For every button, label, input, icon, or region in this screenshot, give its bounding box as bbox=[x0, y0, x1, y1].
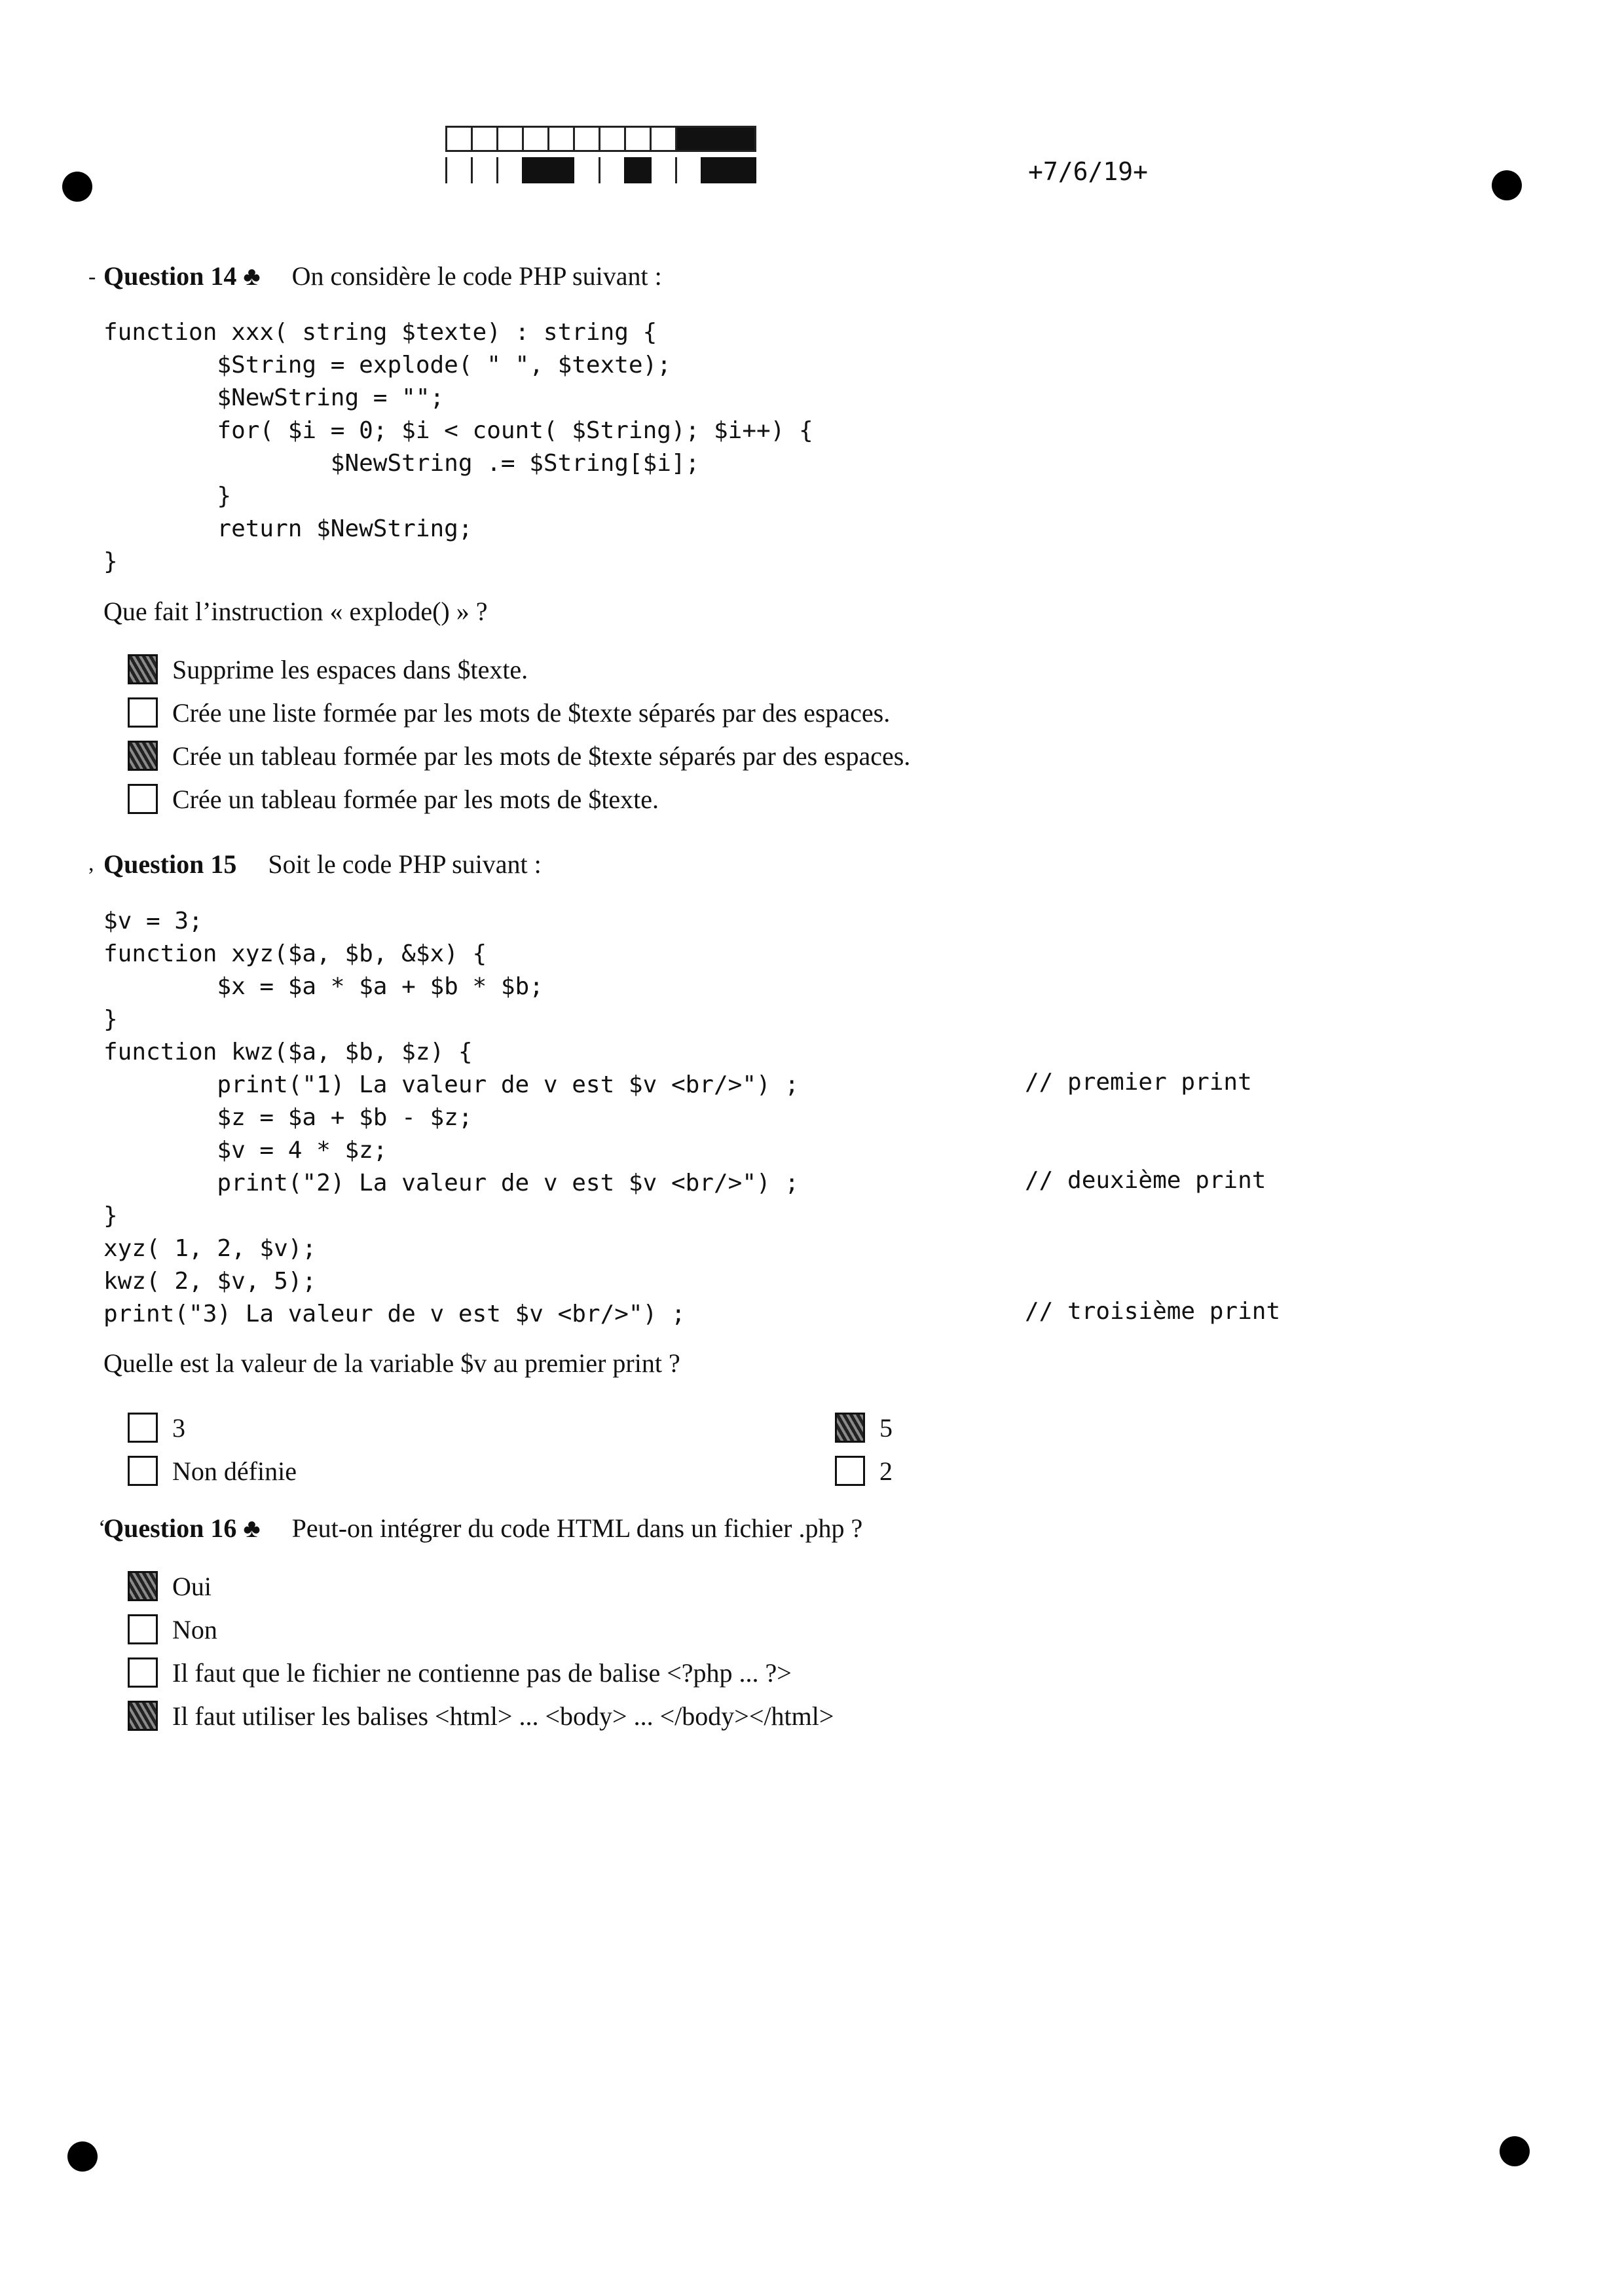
q15-option-4[interactable] bbox=[835, 1454, 893, 1488]
q14-option-1-label: Supprime les espaces dans $texte. bbox=[172, 654, 528, 684]
q15-comment-3: // troisième print bbox=[1025, 1298, 1281, 1325]
q15-option-1-checkbox[interactable] bbox=[128, 1413, 158, 1443]
q14-option-2[interactable] bbox=[128, 695, 890, 730]
q14-option-4[interactable] bbox=[128, 782, 659, 816]
margin-mark: ‘ bbox=[98, 1516, 106, 1540]
q15-option-3[interactable] bbox=[128, 1454, 297, 1488]
q14-option-3-checkbox[interactable] bbox=[128, 741, 158, 771]
id-barcode-top bbox=[445, 126, 756, 152]
q15-intro: Soit le code PHP suivant : bbox=[268, 849, 542, 879]
q15-prompt: Quelle est la valeur de la variable $v au premier print ? bbox=[103, 1348, 680, 1378]
q14-option-3[interactable] bbox=[128, 739, 910, 773]
q16-option-4-checkbox[interactable] bbox=[128, 1701, 158, 1731]
q16-option-2-label: Non bbox=[172, 1614, 217, 1644]
q14-option-3-label: Crée un tableau formée par les mots de $texte séparés par des espaces. bbox=[172, 741, 911, 771]
q15-number: Question 15 bbox=[103, 849, 237, 879]
corner-mark-bottom-left bbox=[67, 2141, 98, 2172]
q16-option-4[interactable] bbox=[128, 1699, 834, 1733]
q15-comment-2: // deuxième print bbox=[1025, 1167, 1266, 1194]
q16-heading bbox=[103, 1513, 862, 1544]
q14-code-block: function xxx( string $texte) : string { $String = explode( " ", $texte); $NewString = ""; for( $i = 0; $i < count( $String); $i++) { $NewString .= $String[$i]; } return $NewString; } bbox=[103, 319, 813, 575]
q15-option-1-label: 3 bbox=[172, 1413, 185, 1443]
corner-mark-top-right bbox=[1492, 170, 1522, 200]
q16-option-1-label: Oui bbox=[172, 1571, 212, 1601]
q14-option-2-label: Crée une liste formée par les mots de $texte séparés par des espaces. bbox=[172, 697, 891, 728]
q16-option-3-label: Il faut que le fichier ne contienne pas de balise <?php ... ?> bbox=[172, 1657, 792, 1688]
q16-option-2-checkbox[interactable] bbox=[128, 1614, 158, 1644]
margin-mark: - bbox=[88, 265, 96, 289]
q15-option-3-label: Non définie bbox=[172, 1456, 297, 1486]
q15-code-block: $v = 3; function xyz($a, $b, &$x) { $x = $a * $a + $b * $b; } function kwz($a, $b, $z) { print("1) La valeur de v est $v <br/>") ; $z = $a + $b - $z; $v = 4 * $z; print("2) La valeur de v est $v <br/>") ; } xyz( 1, 2, $v); kwz( 2, $v, 5); print("3) La valeur de v est $v <br/>") ; bbox=[103, 908, 800, 1327]
q15-option-2-checkbox[interactable] bbox=[835, 1413, 865, 1443]
q14-number: Question 14 ♣ bbox=[103, 261, 261, 291]
q15-comment-1: // premier print bbox=[1025, 1069, 1252, 1096]
q16-option-3[interactable] bbox=[128, 1656, 792, 1690]
q16-option-2[interactable] bbox=[128, 1612, 217, 1646]
q15-heading bbox=[103, 849, 542, 880]
q16-number: Question 16 ♣ bbox=[103, 1513, 261, 1543]
q16-option-3-checkbox[interactable] bbox=[128, 1657, 158, 1688]
q15-option-2[interactable] bbox=[835, 1411, 893, 1445]
corner-mark-top-left bbox=[62, 172, 92, 202]
q16-intro: Peut-on intégrer du code HTML dans un fichier .php ? bbox=[291, 1513, 863, 1543]
q14-option-1[interactable] bbox=[128, 652, 528, 686]
q16-option-1[interactable] bbox=[128, 1569, 212, 1603]
q15-option-4-label: 2 bbox=[879, 1456, 893, 1486]
q14-option-1-checkbox[interactable] bbox=[128, 654, 158, 684]
id-barcode-bottom bbox=[445, 157, 756, 183]
q15-option-2-label: 5 bbox=[879, 1413, 893, 1443]
q15-option-4-checkbox[interactable] bbox=[835, 1456, 865, 1486]
q14-heading bbox=[103, 261, 662, 291]
q14-option-4-checkbox[interactable] bbox=[128, 784, 158, 814]
page-identifier: +7/6/19+ bbox=[1028, 157, 1149, 186]
q15-option-3-checkbox[interactable] bbox=[128, 1456, 158, 1486]
corner-mark-bottom-right bbox=[1500, 2136, 1530, 2166]
q14-option-2-checkbox[interactable] bbox=[128, 697, 158, 728]
q14-option-4-label: Crée un tableau formée par les mots de $texte. bbox=[172, 784, 659, 814]
q14-intro: On considère le code PHP suivant : bbox=[291, 261, 662, 291]
q15-option-1[interactable] bbox=[128, 1411, 185, 1445]
q16-option-4-label: Il faut utiliser les balises <html> ... <body> ... </body></html> bbox=[172, 1701, 834, 1731]
q14-prompt: Que fait l’instruction « explode() » ? bbox=[103, 597, 488, 626]
q16-option-1-checkbox[interactable] bbox=[128, 1571, 158, 1601]
margin-mark: , bbox=[88, 851, 94, 876]
